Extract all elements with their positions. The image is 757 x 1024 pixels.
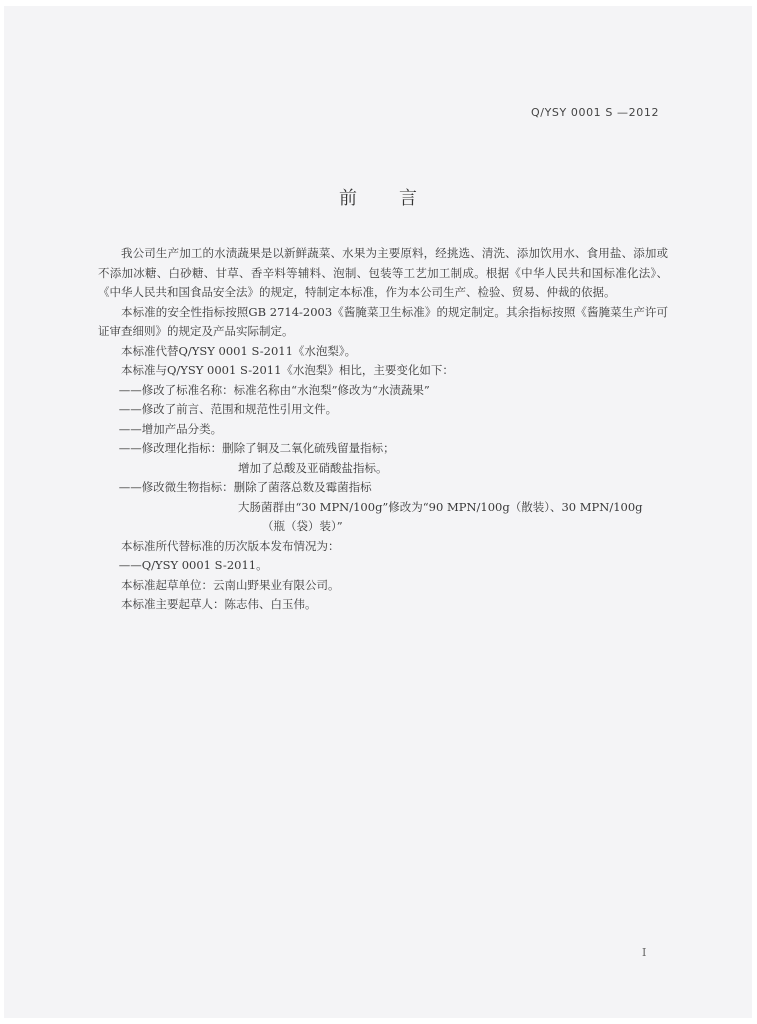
page-number: I <box>642 946 647 959</box>
change-item-physicochemical: ——修改理化指标：删除了铜及二氧化硫残留量指标； <box>118 441 395 455</box>
change-item-microbial-cont: 大肠菌群由“30 MPN/100g”修改为“90 MPN/100g（散装）、30 MPN/100g <box>238 499 643 514</box>
change-item-microbial: ——修改微生物指标：删除了菌落总数及霉菌指标 <box>118 480 372 494</box>
change-item-foreword: ——修改了前言、范围和规范性引用文件。 <box>118 402 338 416</box>
paragraph-changes-intro: 本标准与Q/YSY 0001 S-2011《水泡梨》相比，主要变化如下： <box>121 363 454 377</box>
history-item: ——Q/YSY 0001 S-2011。 <box>118 558 268 572</box>
change-item-classification: ——增加产品分类。 <box>118 421 223 436</box>
standard-code: Q/YSY 0001 S —2012 <box>531 106 660 119</box>
change-item-physicochemical-cont: 增加了总酸及亚硝酸盐指标。 <box>238 460 388 475</box>
paragraph-history: 本标准所代替标准的历次版本发布情况为： <box>121 538 340 553</box>
page-title: 前言 <box>339 188 459 209</box>
change-item-name: ——修改了标准名称：标准名称由“水泡梨”修改为“水渍蔬果” <box>118 382 430 397</box>
paragraph-drafting-unit: 本标准起草单位：云南山野果业有限公司。 <box>121 577 340 592</box>
paragraph-intro: 我公司生产加工的水渍蔬果是以新鲜蔬菜、水果为主要原料，经挑选、清洗、添加饮用水、食用盐、添加或不添加冰糖、白砂糖、甘草、香辛料等辅料、泡制、包装等工艺加工制成。根据《中华人民共和国标准化法》、《中华人民共和国食品安全法》的规定，特制定本标准，作为本公司生产、检验、贸易、仲裁的依据。 <box>98 246 668 299</box>
paragraph-replaces: 本标准代替Q/YSY 0001 S-2011《水泡梨》。 <box>121 343 357 358</box>
foreword-body <box>98 244 668 615</box>
change-item-microbial-cont2: （瓶（袋）装）” <box>262 519 343 533</box>
paragraph-drafters: 本标准主要起草人：陈志伟、白玉伟。 <box>121 597 317 611</box>
paragraph-safety-indicators: 本标准的安全性指标按照GB 2714-2003《酱腌菜卫生标准》的规定制定。其余指标按照《酱腌菜生产许可证审查细则》的规定及产品实际制定。 <box>98 304 668 338</box>
document-page <box>4 6 752 1018</box>
